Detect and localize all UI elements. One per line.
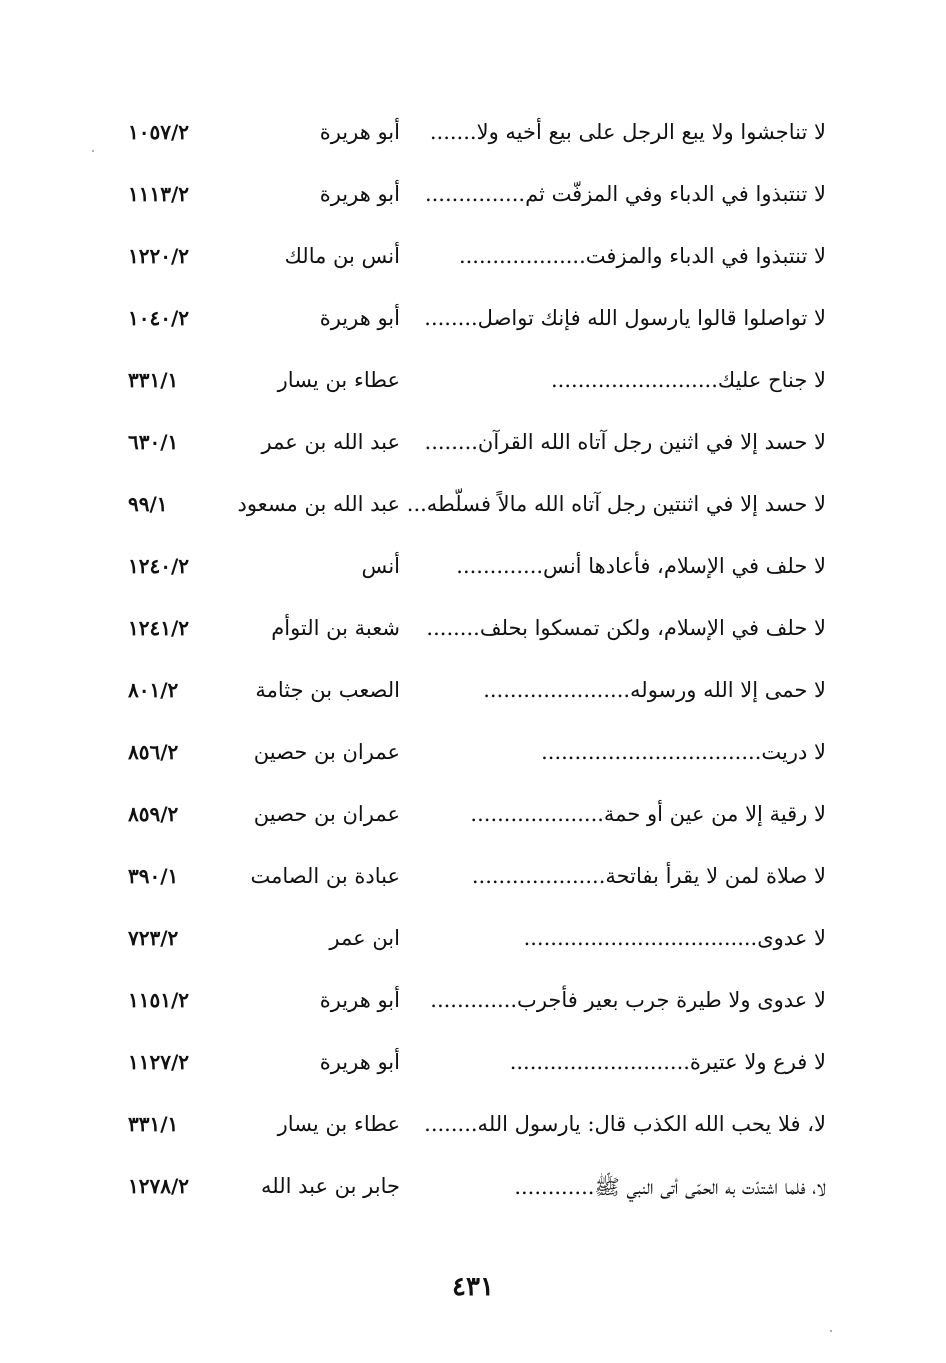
index-entry [0,734,946,774]
hadith-text: لا تواصلوا قالوا يارسول الله فإنك تواصل........ [424,306,826,330]
hadith-text: لا حلف في الإسلام، ولكن تمسكوا بحلف........ [426,616,826,640]
hadith-text: لا حلف في الإسلام، فأعادها أنس............. [456,554,826,578]
narrator-name: عطاء بن يسار [277,368,400,392]
index-entry [0,672,946,712]
hadith-text: لا حسد إلا في اثنتين رجل آتاه الله مالاً فسلّطه... [406,492,826,516]
narrator-name: أبو هريرة [319,988,400,1012]
volume-page-ref: ١١١٣/٢ [128,182,190,206]
hadith-text: لا تنتبذوا في الدباء وفي المزفّت ثم............... [424,182,826,206]
index-entry [0,982,946,1022]
hadith-text: لا دريت................................. [541,740,826,764]
index-entry [0,486,946,526]
volume-page-ref: ٨٥٦/٢ [128,740,179,764]
volume-page-ref: ٣٣١/١ [128,1112,179,1136]
volume-page-ref: ١٢٤١/٢ [128,616,190,640]
scan-speck [830,1330,832,1332]
page-number: ٤٣١ [452,1272,494,1302]
index-entry [0,858,946,898]
hadith-text: لا، فلما اشتدّت به الحمّى أتى النبي ﷺ............ [514,1175,826,1199]
volume-page-ref: ١٢٤٠/٢ [128,554,190,578]
narrator-name: أنس [361,554,400,578]
volume-page-ref: ٧٢٣/٢ [128,926,179,950]
hadith-text: لا جناح عليك......................... [551,368,826,392]
hadith-text: لا صلاة لمن لا يقرأ بفاتحة.................... [471,864,826,888]
narrator-name: ابن عمر [329,926,400,950]
narrator-name: عطاء بن يسار [277,1112,400,1136]
volume-page-ref: ١١٢٧/٢ [128,1050,190,1074]
narrator-name: الصعب بن جثامة [255,678,400,702]
narrator-name: أبو هريرة [319,182,400,206]
volume-page-ref: ٦٣٠/١ [128,430,179,454]
volume-page-ref: ١٠٤٠/٢ [128,306,190,330]
index-entry [0,548,946,588]
narrator-name: عبد الله بن عمر [261,430,400,454]
index-entry [0,610,946,650]
index-entry [0,114,946,154]
hadith-text: لا تنتبذوا في الدباء والمزفت................... [458,244,826,268]
hadith-text: لا، فلا يحب الله الكذب قال: يارسول الله........ [424,1112,826,1136]
volume-page-ref: ٨٥٩/٢ [128,802,179,826]
narrator-name: عبد الله بن مسعود [237,492,400,516]
narrator-name: شعبة بن التوأم [271,616,400,640]
narrator-name: جابر بن عبد الله [260,1174,400,1198]
narrator-name: عمران بن حصين [253,802,400,826]
hadith-text: لا حمى إلا الله ورسوله...................... [483,678,826,702]
index-entry [0,362,946,402]
hadith-text: لا رقية إلا من عين أو حمة.................... [470,802,826,826]
volume-page-ref: ١١٥١/٢ [128,988,190,1012]
volume-page-ref: ٩٩/١ [128,492,168,516]
hadith-text: لا تناجشوا ولا يبع الرجل على بيع أخيه ولا....... [429,120,826,144]
index-entry [0,796,946,836]
hadith-text: لا حسد إلا في اثنين رجل آتاه الله القرآن........ [424,430,826,454]
hadith-text: لا عدوى ولا طيرة جرب بعير فأجرب............. [430,988,826,1012]
narrator-name: أبو هريرة [319,1050,400,1074]
index-entry [0,1106,946,1146]
index-entry [0,920,946,960]
narrator-name: أنس بن مالك [284,244,400,268]
volume-page-ref: ١٠٥٧/٢ [128,120,190,144]
scan-speck [92,150,94,152]
volume-page-ref: ٣٣١/١ [128,368,179,392]
volume-page-ref: ٨٠١/٢ [128,678,179,702]
index-entry [0,300,946,340]
volume-page-ref: ٣٩٠/١ [128,864,179,888]
volume-page-ref: ١٢٢٠/٢ [128,244,190,268]
index-entry [0,238,946,278]
hadith-text: لا فرع ولا عتيرة........................... [509,1050,826,1074]
volume-page-ref: ١٢٧٨/٢ [128,1174,190,1198]
hadith-text: لا عدوى................................... [523,926,826,950]
index-entry [0,1044,946,1084]
index-entry [0,424,946,464]
index-entry [0,1168,946,1208]
index-entry [0,176,946,216]
narrator-name: أبو هريرة [319,120,400,144]
narrator-name: عبادة بن الصامت [250,864,400,888]
narrator-name: أبو هريرة [319,306,400,330]
narrator-name: عمران بن حصين [253,740,400,764]
